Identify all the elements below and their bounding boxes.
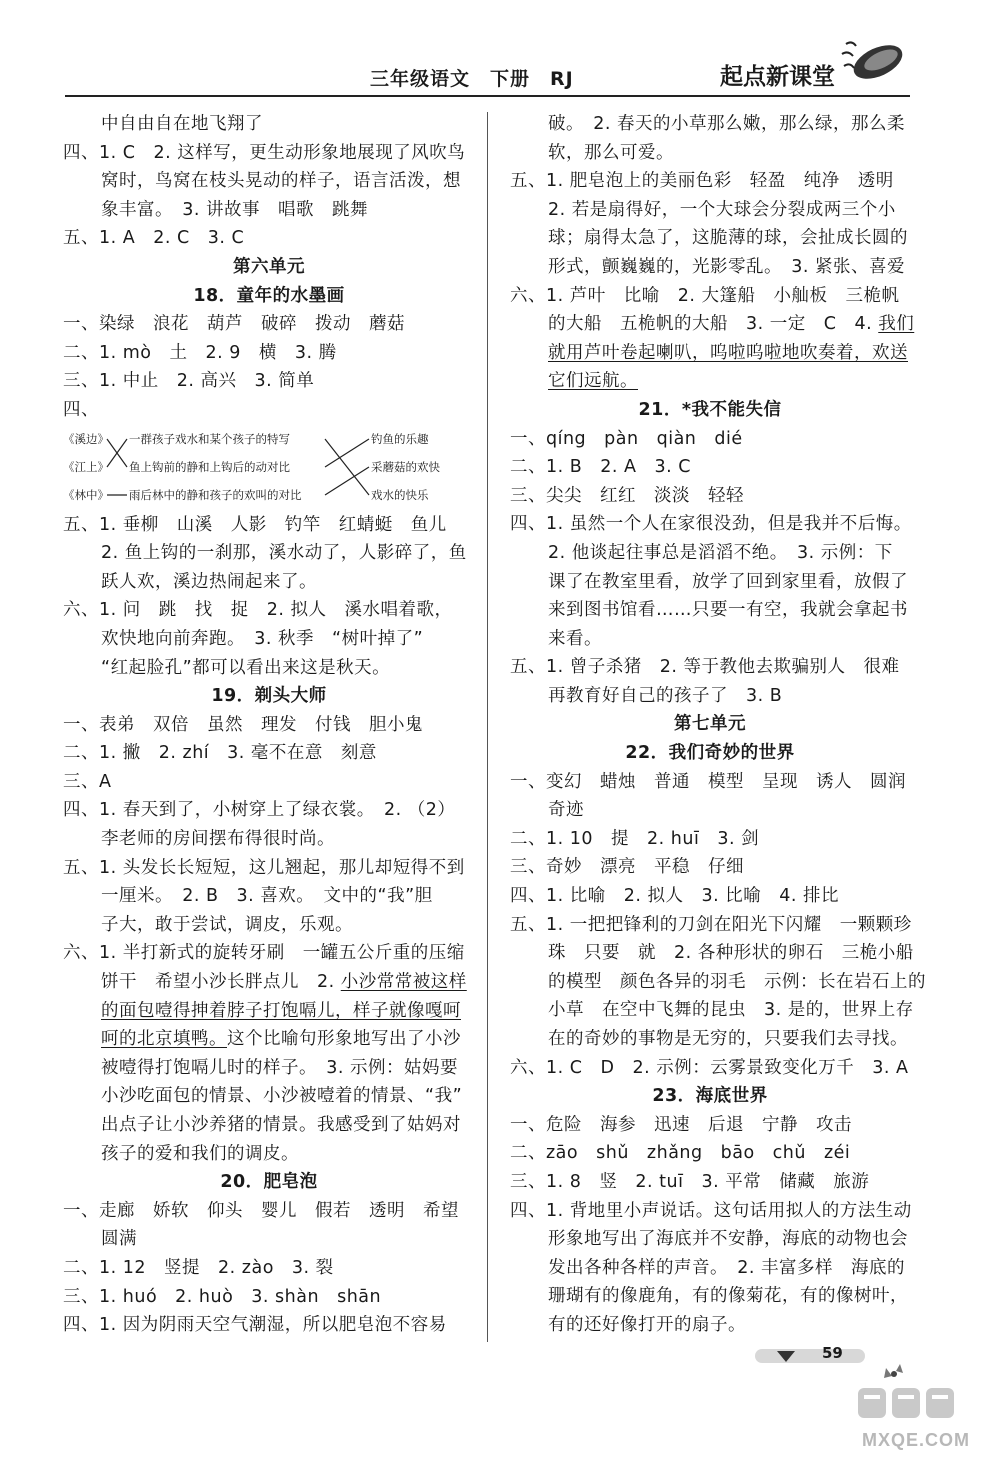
- watermark-text: MXQE.COM: [862, 1430, 971, 1450]
- answer-line: 子大，敢于尝试，调皮，乐观。: [101, 914, 353, 935]
- answer-line: 2. 他谈起往事总是滔滔不绝。 3. 示例：下: [548, 542, 893, 563]
- match-description: 雨后林中的静和孩子的欢叫的对比: [129, 487, 302, 502]
- answer-line: 一、qíng pàn qiàn dié: [510, 428, 743, 449]
- answer-line: 六、1. 芦叶 比喻 2. 大篷船 小舢板 三桅帆: [510, 285, 900, 306]
- answer-line: 一、变幻 蜡烛 普通 模型 呈现 诱人 圆润: [510, 771, 906, 792]
- underlined-answer: 我们: [878, 314, 915, 335]
- answer-line: 来到图书馆看……只要一有空，我就会拿起书: [548, 600, 908, 621]
- right-column: [510, 110, 926, 1340]
- answer-line: 破。 2. 春天的小草那么嫩，那么绿，那么柔: [548, 114, 906, 134]
- page-header: [0, 0, 1000, 100]
- answer-line: [510, 367, 910, 396]
- header-divider: [65, 95, 910, 97]
- answer-line: [510, 310, 915, 339]
- answer-line: 出点子让小沙养猪的情景。我感受到了姑妈对: [101, 1115, 461, 1135]
- matching-diagram: [63, 425, 475, 511]
- answer-line: 四、1. 虽然一个人在家很没劲，但是我并不后悔。: [510, 514, 912, 535]
- answer-line: 一、走廊 娇软 仰头 婴儿 假若 透明 希望: [63, 1200, 459, 1221]
- answer-line: 球；扇得太急了，这脆薄的球，会扯成长圆的: [548, 228, 908, 249]
- answer-line: 孩子的爱和我们的调皮。: [101, 1143, 299, 1164]
- answer-line: 五、1. 垂柳 山溪 人影 钓竿 红蜻蜓 鱼儿: [63, 514, 447, 535]
- brand-name: 起点新课堂: [720, 63, 835, 90]
- answer-line: 二、zāo shǔ zhǎng bāo chǔ zéi: [510, 1143, 851, 1164]
- answer-line: 二、1. 撇 2. zhí 3. 毫不在意 刻意: [63, 743, 377, 764]
- match-poem: 《江上》: [63, 459, 109, 474]
- answer-line: 形式，颤巍巍的，光影零乱。 3. 紧张、喜爱: [548, 256, 906, 277]
- answer-line: 五、1. 曾子杀猪 2. 等于教他去欺骗别人 很难: [510, 657, 900, 678]
- answer-line: 五、1. A 2. C 3. C: [63, 228, 245, 249]
- answer-line: 二、1. 10 提 2. huī 3. 剑: [510, 828, 760, 849]
- answer-line: 二、1. 12 竖提 2. zào 3. 裂: [63, 1257, 334, 1278]
- answer-line: 窝时，鸟窝在枝头晃动的样子，语言活泼，想: [101, 171, 461, 192]
- answer-line: 的模型 颜色各异的羽毛 示例：长在岩石上的: [548, 971, 926, 992]
- match-scene: 钓鱼的乐趣: [371, 431, 429, 446]
- underlined-answer: 它们远航。: [548, 371, 638, 392]
- book-title: 三年级语文 下册 RJ: [370, 68, 574, 90]
- underlined-answer: 呵的北京填鸭。: [101, 1029, 227, 1050]
- section-heading: 20．肥皂泡: [220, 1172, 318, 1193]
- answer-line: 六、1. C D 2. 示例：云雾景致变化万千 3. A: [510, 1057, 909, 1078]
- section-heading: 第六单元: [233, 256, 305, 277]
- match-scene: 采蘑菇的欢快: [371, 459, 440, 474]
- match-poem: 《溪边》: [63, 431, 109, 446]
- answer-line: 2. 鱼上钩的一刹那，溪水动了，人影碎了，鱼: [101, 543, 467, 564]
- underlined-answer: 的面包噎得抻着脖子打饱嗝儿，样子就像嘎呵: [101, 1000, 461, 1021]
- answer-line: [63, 968, 475, 997]
- underlined-answer: 就用芦叶卷起喇叭，呜啦呜啦地吹奏着，欢送: [548, 342, 908, 363]
- answer-line: 圆满: [101, 1229, 137, 1250]
- match-line: [325, 439, 369, 467]
- answer-line: 三、1. 中止 2. 高兴 3. 简单: [63, 371, 315, 392]
- answer-line: 一、染绿 浪花 葫芦 破碎 拨动 蘑菇: [63, 314, 405, 335]
- answer-line: 一厘米。 2. B 3. 喜欢。 文中的“我”胆: [101, 886, 433, 907]
- underlined-answer: 小沙常常被这样: [340, 972, 467, 993]
- section-heading: 19．剃头大师: [211, 686, 327, 707]
- answer-line: 四、1. 比喻 2. 拟人 3. 比喻 4. 排比: [510, 886, 840, 907]
- match-description: 一群孩子戏水和某个孩子的特写: [129, 431, 290, 446]
- answer-text: 这个比喻句形象地写出了小沙: [227, 1029, 461, 1050]
- answer-text: 饼干 希望小沙长胖点儿 2.: [101, 972, 341, 993]
- answer-line: 五、1. 肥皂泡上的美丽色彩 轻盈 纯净 透明: [510, 171, 894, 192]
- answer-line: 象丰富。 3. 讲故事 唱歌 跳舞: [101, 199, 369, 220]
- answer-line: [63, 997, 475, 1026]
- answer-line: 李老师的房间摆布得很时尚。: [101, 829, 335, 850]
- answer-line: 六、1. 问 跳 找 捉 2. 拟人 溪水唱着歌，: [63, 600, 453, 621]
- answer-line: 小沙吃面包的情景、小沙被噎着的情景、“我”: [101, 1086, 463, 1107]
- answer-line: 珠 只要 就 2. 各种形状的卵石 三桅小船: [548, 943, 914, 964]
- answer-line: 五、1. 头发长长短短，这儿翘起，那儿却短得不到: [63, 857, 465, 878]
- answer-line: 来看。: [548, 628, 602, 649]
- answer-line: 四、1. C 2. 这样写，更生动形象地展现了风吹鸟: [63, 142, 466, 163]
- match-poem: 《林中》: [63, 487, 109, 502]
- answer-line: 2. 若是扇得好，一个大球会分裂成两三个小: [548, 199, 896, 220]
- answer-line: 有的还好像打开的扇子。: [548, 1314, 746, 1335]
- answer-line: 课了在教室里看，放学了回到家里看，放假了: [548, 571, 908, 592]
- answer-line: 二、1. B 2. A 3. C: [510, 457, 691, 478]
- answer-line: 跃人欢，溪边热闹起来了。: [101, 571, 317, 592]
- match-scene: 戏水的快乐: [371, 487, 429, 502]
- answer-line: 三、A: [63, 771, 112, 792]
- answer-line: 三、尖尖 红红 淡淡 轻轻: [510, 485, 744, 506]
- answer-line: 形象地写出了海底并不安静，海底的动物也会: [548, 1229, 908, 1250]
- answer-line: 被噎得打饱嗝儿时的样子。 3. 示例：姑妈要: [101, 1057, 459, 1078]
- answer-line: 三、1. 8 竖 2. tuī 3. 平常 储藏 旅游: [510, 1171, 870, 1192]
- match-line: [325, 439, 369, 495]
- match-description: 鱼上钩前的静和上钩后的动对比: [129, 459, 290, 474]
- section-heading: 18．童年的水墨画: [193, 285, 345, 306]
- answer-line: 发出各种各样的声音。 2. 丰富多样 海底的: [548, 1257, 906, 1278]
- page-number: 59: [822, 1344, 843, 1362]
- column-divider: [487, 112, 488, 1342]
- answer-line: [63, 1025, 475, 1054]
- answer-line: 四、1. 背地里小声说话。这句话用拟人的方法生动: [510, 1200, 912, 1221]
- answer-line: 一、表弟 双倍 虽然 理发 付钱 胆小鬼: [63, 714, 423, 735]
- answer-line: 一、危险 海参 迅速 后退 宁静 攻击: [510, 1114, 852, 1135]
- answer-line: 二、1. mò 土 2. 9 横 3. 腾: [63, 342, 337, 363]
- answer-line: 四、1. 春天到了，小树穿上了绿衣裳。 2. （2）: [63, 800, 456, 821]
- section-heading: 21．*我不能失信: [638, 399, 782, 420]
- answer-line: 在的奇妙的事物是无穷的，只要我们去寻找。: [548, 1029, 908, 1049]
- answer-line: 三、奇妙 漂亮 平稳 仔细: [510, 857, 744, 878]
- answer-line: 欢快地向前奔跑。 3. 秋季 “树叶掉了”: [101, 628, 424, 649]
- answer-line: 六、1. 半打新式的旋转牙刷 一罐五公斤重的压缩: [63, 943, 465, 964]
- answer-line: 四、1. 因为阴雨天空气潮湿，所以肥皂泡不容易: [63, 1315, 447, 1336]
- left-column: [63, 110, 475, 1340]
- answer-line: 奇迹: [548, 800, 584, 821]
- answer-line: [510, 339, 910, 368]
- section-heading: 23．海底世界: [652, 1086, 768, 1107]
- section-heading: 第七单元: [674, 714, 746, 735]
- answer-text: 的大船 五桅帆的大船 3. 一定 C 4.: [548, 314, 879, 335]
- match-line: [325, 467, 369, 495]
- answer-line: “红起脸孔”都可以看出来这是秋天。: [101, 657, 391, 678]
- answer-line: 软，那么可爱。: [548, 142, 674, 163]
- answer-line: 珊瑚有的像鹿角，有的像菊花，有的像树叶，: [548, 1286, 908, 1307]
- answer-line: 四、: [63, 399, 99, 420]
- pen-logo-icon: [838, 30, 908, 90]
- section-heading: 22．我们奇妙的世界: [625, 743, 795, 764]
- answer-line: 三、1. huó 2. huò 3. shàn shān: [63, 1286, 382, 1307]
- answer-line: 五、1. 一把把锋利的刀剑在阳光下闪耀 一颗颗珍: [510, 914, 912, 935]
- answer-line: 小草 在空中飞舞的昆虫 3. 是的，世界上存: [548, 1000, 914, 1021]
- answer-line: 中自由自在地飞翔了: [101, 114, 263, 134]
- answer-line: 再教育好自己的孩子了 3. B: [548, 685, 783, 706]
